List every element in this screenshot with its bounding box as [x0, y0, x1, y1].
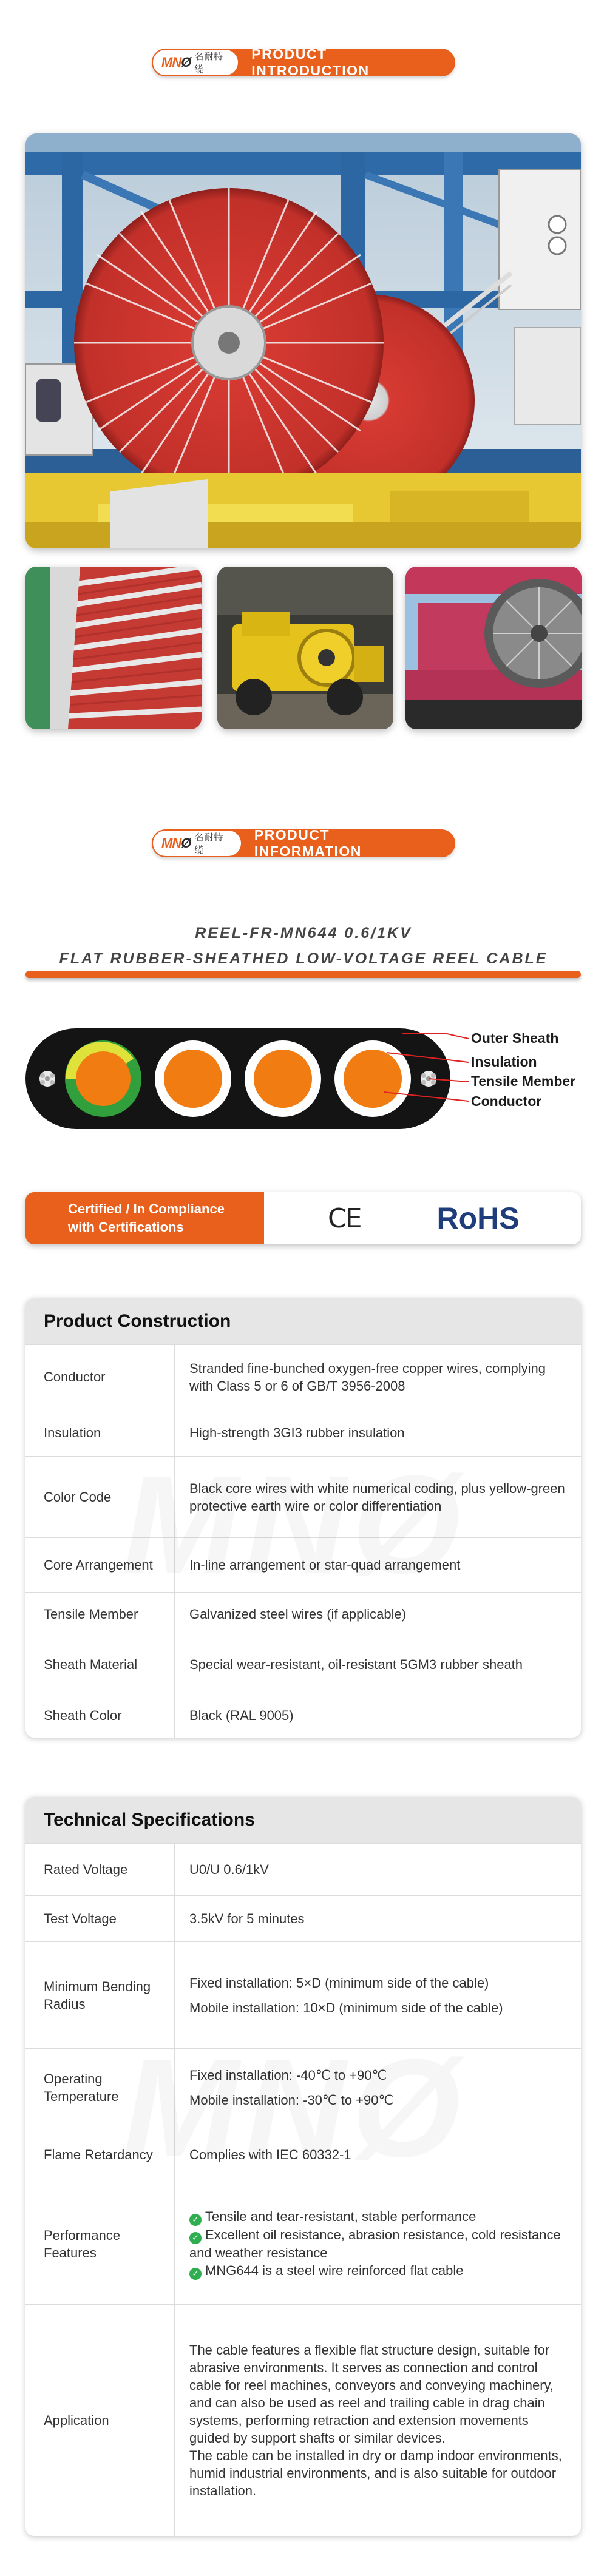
label-outer-sheath: Outer Sheath: [471, 1030, 559, 1046]
reel-closeup-illustration: [25, 567, 202, 729]
table-row: Tensile Member Galvanized steel wires (if applicable): [25, 1592, 581, 1636]
tensile-member-left: [39, 1071, 55, 1087]
section-header-info: [152, 829, 455, 857]
table-row: Conductor Stranded fine-bunched oxygen-free copper wires, complying with Class 5 or 6 of GB/T 3956-2008: [25, 1344, 581, 1409]
label-tensile-member: Tensile Member: [471, 1073, 576, 1089]
feature-item: ✓ Excellent oil resistance, abrasion resistance, cold resistance and weather resistance: [189, 2227, 561, 2261]
technical-specifications-table: [25, 1797, 581, 2536]
section-title: PRODUCT INTRODUCTION: [251, 49, 370, 76]
table-row: Application The cable features a flexible flat structure design, suitable for abrasive environments. It serves as connection and control cable for reel machines, conveyors and conveying machinery, and can also be used as reel and trailing cable in drag chain systems, performing retraction and extension movements guided by support shafts or similar devices. The cable can be installed in dry or damp indoor environments, humid industrial environments, and is also suitable for outdoor installation.: [25, 2304, 581, 2536]
title-underline-bar: [25, 971, 581, 978]
core-conductor: [164, 1050, 222, 1108]
logo-mark: MNØ: [161, 55, 191, 70]
feature-item: ✓ Tensile and tear-resistant, stable performance: [189, 2208, 568, 2226]
thumb-photo-mining-vehicle: [217, 567, 393, 729]
certification-label: Certified / In Compliance with Certifications: [25, 1192, 264, 1244]
table-title: Product Construction: [25, 1298, 581, 1344]
mining-vehicle-illustration: [217, 567, 393, 729]
table-row: Sheath Color Black (RAL 9005): [25, 1693, 581, 1738]
check-icon: ✓: [189, 2268, 202, 2280]
section-header-intro: [152, 49, 455, 76]
thumb-photo-reel-closeup: [25, 567, 202, 729]
table-row: Operating Temperature Fixed installation: -40℃ to +90℃ Mobile installation: -30℃ to +90℃: [25, 2048, 581, 2126]
table-row: Performance Features ✓ Tensile and tear-resistant, stable performance ✓ Excellent oil resistance, abrasion resistance, cold resistance and weather resistance ✓ MNG644 is a steel wire reinforced flat cable: [25, 2183, 581, 2304]
check-icon: ✓: [189, 2214, 202, 2226]
product-model: REEL-FR-MN644 0.6/1KV: [195, 925, 412, 942]
cable-reel-illustration: [25, 133, 581, 548]
table-row: Minimum Bending Radius Fixed installation: 5×D (minimum side of the cable) Mobile installation: 10×D (minimum side of the cable): [25, 1941, 581, 2048]
table-row: Rated Voltage U0/U 0.6/1kV: [25, 1843, 581, 1895]
section-title: PRODUCT INFORMATION: [254, 829, 362, 857]
product-name: FLAT RUBBER-SHEATHED LOW-VOLTAGE REEL CABLE: [59, 950, 548, 967]
hero-photo: [25, 133, 581, 548]
logo-mark: MNØ: [161, 835, 191, 851]
certification-box: [25, 1192, 581, 1244]
brand-logo: [152, 49, 239, 76]
earth-conductor: [76, 1051, 131, 1106]
ce-mark-icon: CE: [328, 1202, 361, 1234]
table-row: Color Code Black core wires with white numerical coding, plus yellow-green protective earth wire or color differentiation: [25, 1456, 581, 1537]
red-crane-illustration: [405, 567, 582, 729]
label-insulation: Insulation: [471, 1054, 537, 1070]
logo-chinese-name: 名耐特缆: [194, 832, 224, 855]
table-row: Core Arrangement In-line arrangement or star-quad arrangement: [25, 1537, 581, 1592]
table-row: Sheath Material Special wear-resistant, oil-resistant 5GM3 rubber sheath: [25, 1636, 581, 1693]
table-row: Insulation High-strength 3GI3 rubber insulation: [25, 1409, 581, 1456]
product-construction-table: [25, 1298, 581, 1738]
table-row: Flame Retardancy Complies with IEC 60332-1: [25, 2126, 581, 2183]
feature-item: ✓ MNG644 is a steel wire reinforced flat cable: [189, 2262, 568, 2280]
core-conductor: [344, 1050, 402, 1108]
logo-chinese-name: 名耐特缆: [194, 51, 224, 75]
rohs-mark: RoHS: [436, 1201, 520, 1235]
core-conductor: [254, 1050, 312, 1108]
table-title: Technical Specifications: [25, 1797, 581, 1843]
check-icon: ✓: [189, 2232, 202, 2244]
table-row: Test Voltage 3.5kV for 5 minutes: [25, 1895, 581, 1941]
thumb-photo-red-crane: [405, 567, 582, 729]
label-conductor: Conductor: [471, 1093, 542, 1109]
brand-logo: [152, 829, 242, 857]
